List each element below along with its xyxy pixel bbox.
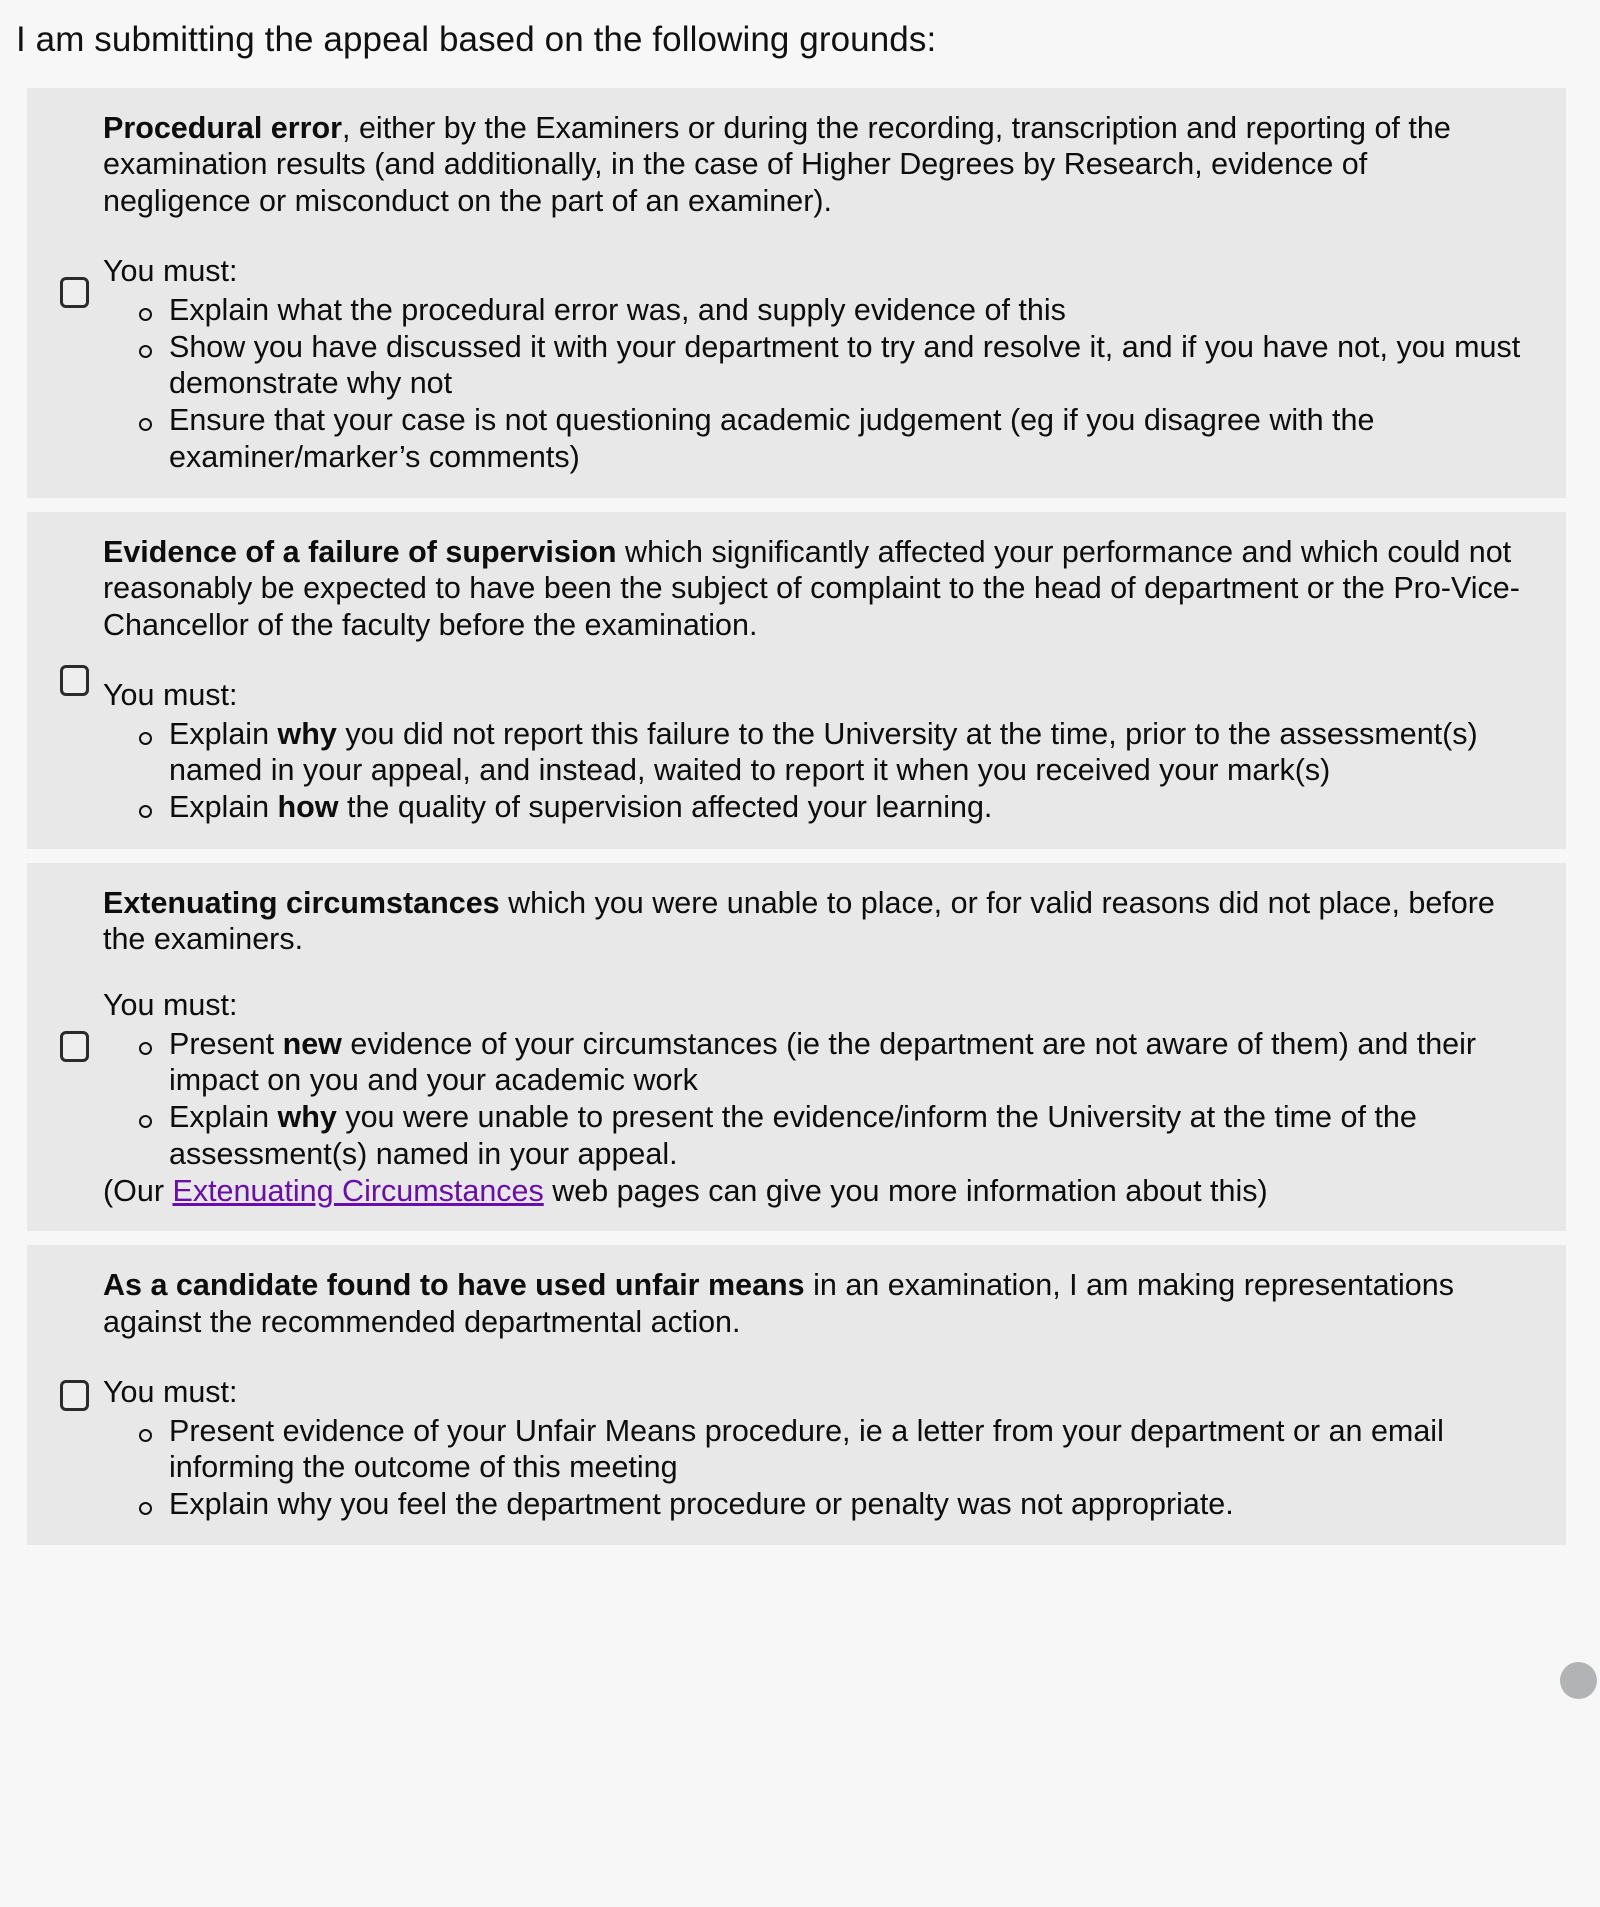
emphasis: how xyxy=(277,790,339,825)
extenuating-circumstances-link[interactable]: Extenuating Circumstances xyxy=(172,1173,544,1208)
ground-title: As a candidate found to have used unfair means xyxy=(103,1268,805,1303)
emphasis: why xyxy=(277,1100,337,1135)
note-prefix: (Our xyxy=(103,1173,173,1208)
you-must-label: You must: xyxy=(103,678,238,713)
ground-title: Procedural error xyxy=(103,110,343,145)
page-title: I am submitting the appeal based on the following grounds: xyxy=(16,20,937,59)
you-must-label: You must: xyxy=(103,254,238,289)
emphasis: new xyxy=(282,1026,342,1061)
list-item: Show you have discussed it with your department to try and resolve it, and if you have not, you must demonstrate why not xyxy=(169,329,1521,401)
ground-option-procedural-error[interactable] xyxy=(27,88,1566,498)
ground-description xyxy=(103,1267,1522,1340)
appeal-grounds-list xyxy=(0,88,1600,1546)
ground-description-rest: in an examination, I am making representations against the recommended departmental action. xyxy=(103,1268,1454,1339)
list-item: Present new evidence of your circumstances (ie the department are not aware of them) and their impact on you and your academic work xyxy=(169,1026,1522,1099)
ground-body xyxy=(103,1267,1522,1522)
list-item: Present evidence of your Unfair Means procedure, ie a letter from your department or an email informing the outcome of this meeting xyxy=(169,1413,1522,1486)
ground-description xyxy=(103,534,1522,643)
ground-title: Evidence of a failure of supervision xyxy=(103,534,617,569)
checkbox-unfair-means[interactable] xyxy=(60,1380,89,1411)
you-must-label: You must: xyxy=(103,988,238,1023)
requirements-list xyxy=(103,292,1522,475)
requirements-list xyxy=(103,716,1522,826)
ground-description xyxy=(103,110,1522,219)
checkbox-procedural-error[interactable] xyxy=(60,277,89,308)
ground-option-extenuating-circumstances[interactable] xyxy=(27,863,1566,1232)
ground-description-rest: which significantly affected your performance and which could not reasonably be expected to have been the subject of complaint to the head of department or the Pro-Vice-Chancellor of the faculty before the examination. xyxy=(103,534,1520,642)
ground-body xyxy=(103,110,1522,475)
checkbox-extenuating-circumstances[interactable] xyxy=(60,1031,89,1062)
you-must-label: You must: xyxy=(103,1375,238,1410)
mouse-cursor-indicator xyxy=(1560,1662,1597,1699)
ground-option-failure-of-supervision[interactable] xyxy=(27,512,1566,849)
list-item: Ensure that your case is not questioning academic judgement (eg if you disagree with the examiner/marker’s comments) xyxy=(169,402,1522,475)
list-item: Explain how the quality of supervision affected your learning. xyxy=(169,789,1522,825)
ground-body xyxy=(103,885,1522,1210)
checkbox-wrap-extenuating-circumstances xyxy=(45,863,103,1232)
ground-description xyxy=(103,885,1522,958)
ground-body xyxy=(103,534,1522,826)
ground-title: Extenuating circumstances xyxy=(103,885,500,920)
list-item: Explain why you did not report this failure to the University at the time, prior to the assessment(s) named in your appeal, and instead, waited to report it when you received your mark(s) xyxy=(169,716,1522,789)
ground-option-unfair-means[interactable] xyxy=(27,1245,1566,1545)
ground-description-rest: , either by the Examiners or during the recording, transcription and reporting of the examination results (and additionally, in the case of Higher Degrees by Research, evidence of negligence or misconduct on the part of an examiner). xyxy=(103,110,1451,218)
list-item: Explain why you feel the department procedure or penalty was not appropriate. xyxy=(169,1486,1522,1522)
extenuating-circumstances-note xyxy=(103,1173,1522,1209)
ground-description-rest: which you were unable to place, or for valid reasons did not place, before the examiners. xyxy=(103,885,1495,956)
list-item: Explain why you were unable to present the evidence/inform the University at the time of the assessment(s) named in your appeal. xyxy=(169,1099,1522,1172)
checkbox-wrap-procedural-error xyxy=(45,88,103,498)
checkbox-wrap-failure-of-supervision xyxy=(45,512,103,849)
checkbox-failure-of-supervision[interactable] xyxy=(60,665,89,696)
requirements-list xyxy=(103,1026,1522,1172)
emphasis: why xyxy=(277,716,337,751)
requirements-list xyxy=(103,1413,1522,1523)
list-item: Explain what the procedural error was, and supply evidence of this xyxy=(169,292,1522,328)
checkbox-wrap-unfair-means xyxy=(45,1245,103,1545)
note-suffix: web pages can give you more information about this) xyxy=(543,1173,1268,1208)
